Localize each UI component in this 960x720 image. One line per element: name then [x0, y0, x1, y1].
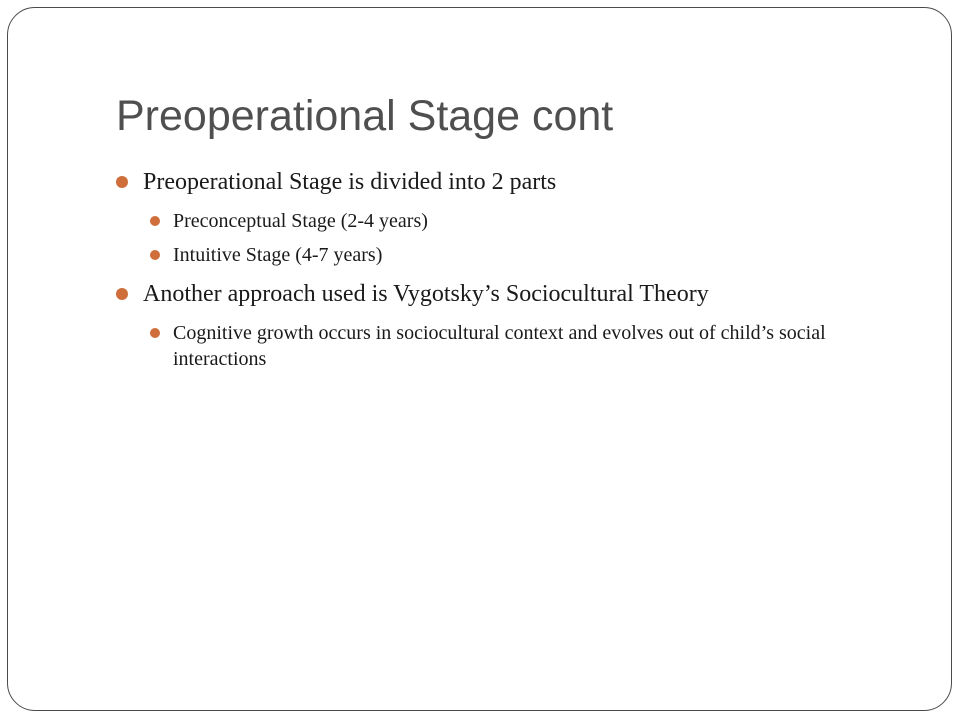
sub-bullet-item: [143, 208, 916, 234]
sub-bullet-list: [143, 208, 916, 268]
bullet-dot-icon: [150, 250, 160, 260]
sub-bullet-item: [143, 242, 916, 268]
bullet-dot-icon: [150, 328, 160, 338]
sub-bullet-list: [143, 320, 916, 372]
sub-bullet-text: Cognitive growth occurs in sociocultural context and evolves out of child’s social interactions: [173, 322, 826, 370]
bullet-item: [116, 276, 916, 372]
bullet-text: Preoperational Stage is divided into 2 parts: [143, 169, 557, 195]
bullet-text: Another approach used is Vygotsky’s Sociocultural Theory: [143, 281, 709, 307]
bullet-dot-icon: [116, 288, 128, 300]
sub-bullet-text: Preconceptual Stage (2-4 years): [173, 210, 428, 232]
sub-bullet-item: [143, 320, 916, 372]
slide-frame: [7, 7, 952, 711]
bullet-dot-icon: [150, 216, 160, 226]
sub-bullet-text: Intuitive Stage (4-7 years): [173, 244, 383, 266]
bullet-item: [116, 164, 916, 268]
bullet-list: [116, 164, 916, 372]
bullet-dot-icon: [116, 176, 128, 188]
slide-title: Preoperational Stage cont: [116, 92, 614, 140]
